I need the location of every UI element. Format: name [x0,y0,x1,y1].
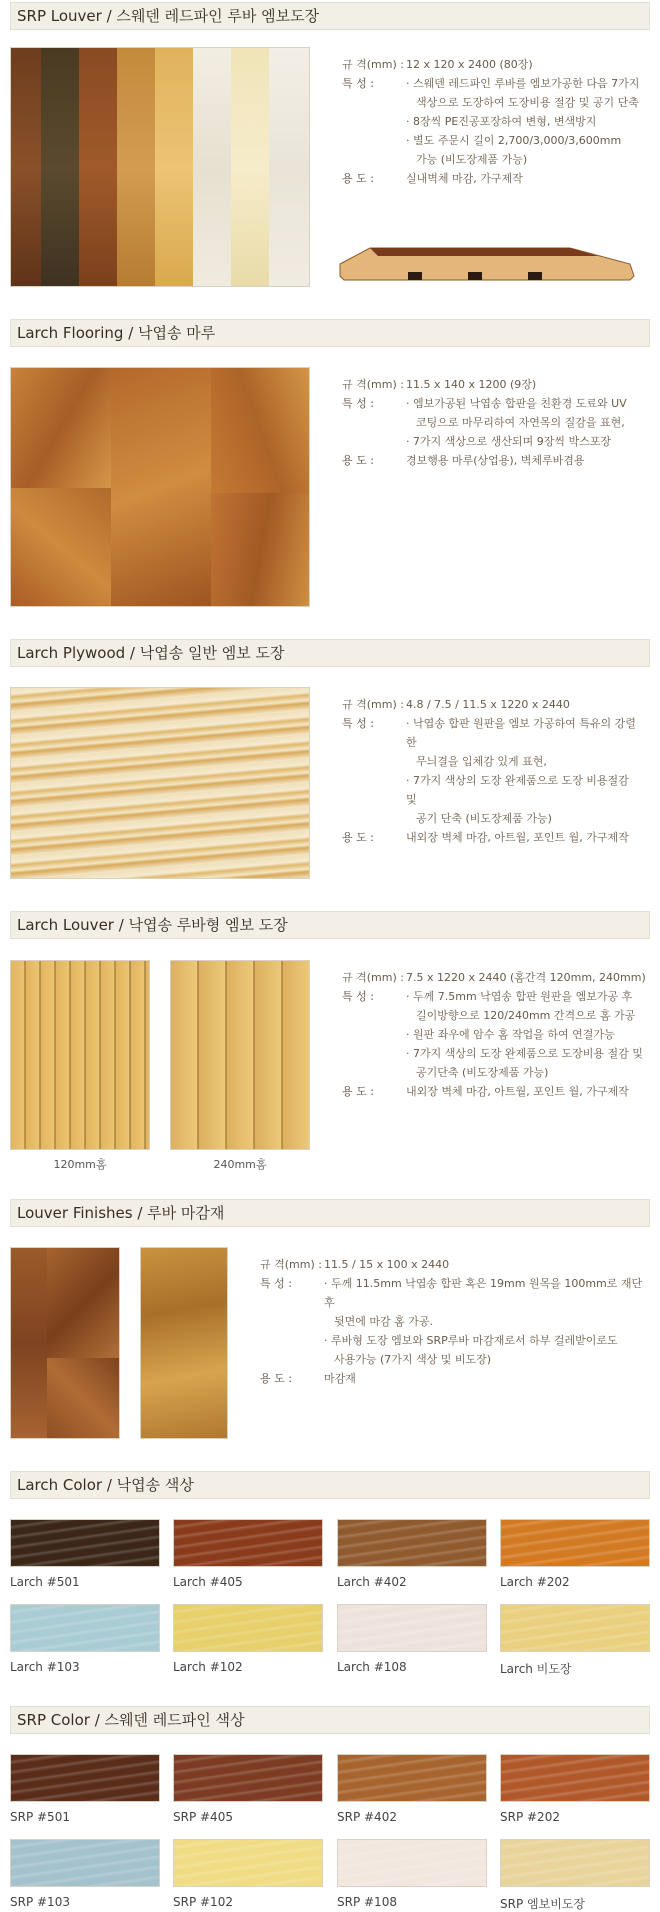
section-title-louver-finishes: Louver Finishes / 루바 마감재 [10,1199,650,1227]
use-label: 용 도 : [342,1085,374,1098]
feature-line: · 낙엽송 합판 원판을 엠보 가공하여 특유의 강렬한 [406,717,636,749]
feature-line: 공기단축 (비도장제품 가능) [416,1066,549,1079]
larch-color-swatch [337,1604,487,1652]
use-value: 마감재 [324,1372,356,1385]
louver-profile-diagram [338,228,638,284]
srp-color-swatch-label: SRP 엠보비도장 [500,1897,585,1911]
larch-flooring-photo [10,367,310,607]
srp-color-swatch-label: SRP #108 [337,1895,397,1909]
srp-color-swatch [500,1754,650,1802]
larch-color-swatch [173,1604,323,1652]
larch-color-swatch-label: Larch 비도장 [500,1662,572,1676]
section-title-srp-louver: SRP Louver / 스웨덴 레드파인 루바 엠보도장 [10,2,650,30]
feature-line: · 엠보가공된 낙엽송 합판을 친환경 도료와 UV [406,397,627,410]
feature-line: 무늬결을 입체감 있게 표현, [416,755,547,768]
feature-line: · 7가지 색상으로 생산되며 9장씩 박스포장 [406,435,611,448]
srp-louver-specs [342,55,642,188]
spec-label: 규 격(mm) : [260,1258,322,1271]
section-title-larch-flooring: Larch Flooring / 낙엽송 마루 [10,319,650,347]
larch-color-swatch-label: Larch #405 [173,1575,243,1589]
feature-line: 코팅으로 마무리하여 자연목의 질감을 표현, [416,416,625,429]
use-label: 용 도 : [260,1372,292,1385]
larch-color-swatch-label: Larch #501 [10,1575,80,1589]
srp-louver-photo [10,47,310,287]
feature-label: 특 성 : [342,397,374,410]
feature-line: 색상으로 도장하여 도장비용 절감 및 공기 단축 [416,96,639,109]
larch-plywood-specs [342,695,642,847]
srp-color-swatch-label: SRP #102 [173,1895,233,1909]
feature-line: · 별도 주문시 길이 2,700/3,000/3,600mm [406,134,622,147]
larch-color-swatch [10,1519,160,1567]
feature-label: 특 성 : [260,1277,292,1290]
srp-color-swatch [173,1754,323,1802]
spec-label: 규 격(mm) : [342,698,404,711]
larch-plywood-photo [10,687,310,879]
larch-color-swatch-label: Larch #103 [10,1660,80,1674]
section-title-larch-color: Larch Color / 낙엽송 색상 [10,1471,650,1499]
larch-color-swatch-label: Larch #202 [500,1575,570,1589]
feature-line: 사용가능 (7가지 색상 및 비도장) [334,1353,492,1366]
feature-line: 길이방향으로 120/240mm 간격으로 홈 가공 [416,1009,636,1022]
spec-label: 규 격(mm) : [342,971,404,984]
srp-color-swatch [337,1754,487,1802]
larch-color-swatch-label: Larch #402 [337,1575,407,1589]
larch-color-swatch [337,1519,487,1567]
srp-color-swatch [173,1839,323,1887]
feature-line: 가능 (비도장제품 가능) [416,153,528,166]
srp-color-swatch-label: SRP #202 [500,1810,560,1824]
feature-line: · 두께 11.5mm 낙엽송 합판 혹은 19mm 원목을 100mm로 재단 후 [324,1277,643,1309]
louver-finish-light-photo [140,1247,228,1439]
srp-color-swatch-label: SRP #103 [10,1895,70,1909]
spec-label: 규 격(mm) : [342,58,404,71]
caption-240mm: 240mm홈 [213,1158,267,1171]
larch-color-swatch-label: Larch #108 [337,1660,407,1674]
use-value: 실내벽체 마감, 가구제작 [406,172,523,185]
feature-line: · 7가지 색상의 도장 완제품으로 도장 비용절감 및 [406,774,629,806]
feature-line: · 스웨덴 레드파인 루바를 엠보가공한 다음 7가지 [406,77,640,90]
spec-value: 11.5 / 15 x 100 x 2440 [323,1258,450,1271]
spec-label: 규 격(mm) : [342,378,404,391]
louver-finishes-specs [260,1255,650,1388]
section-title-srp-color: SRP Color / 스웨덴 레드파인 색상 [10,1706,650,1734]
srp-color-swatch-label: SRP #501 [10,1810,70,1824]
use-label: 용 도 : [342,454,374,467]
larch-color-swatch [173,1519,323,1567]
larch-color-swatch-label: Larch #102 [173,1660,243,1674]
srp-color-swatch [10,1839,160,1887]
feature-line: 공기 단축 (비도장제품 가능) [416,812,552,825]
section-title-larch-plywood: Larch Plywood / 낙엽송 일반 엠보 도장 [10,639,650,667]
spec-value: 4.8 / 7.5 / 11.5 x 1220 x 2440 [405,698,570,711]
spec-value: 7.5 x 1220 x 2440 (홈간격 120mm, 240mm) [405,971,646,984]
srp-color-swatch [10,1754,160,1802]
feature-line: · 두께 7.5mm 낙엽송 합판 원판을 엠보가공 후 [406,990,633,1003]
caption-120mm: 120mm홈 [53,1158,107,1171]
spec-value: 12 x 120 x 2400 (80장) [405,58,533,71]
larch-flooring-specs [342,375,642,470]
feature-label: 특 성 : [342,77,374,90]
use-label: 용 도 : [342,172,374,185]
use-value: 내외장 벽체 마감, 아트월, 포인트 월, 가구제작 [406,831,629,844]
feature-line: 뒷면에 마감 홈 가공. [334,1315,433,1328]
larch-color-swatch [500,1604,650,1652]
spec-value: 11.5 x 140 x 1200 (9장) [405,378,537,391]
larch-louver-120-photo [10,960,150,1150]
feature-line: · 원판 좌우에 암수 홈 작업을 하여 연결가능 [406,1028,615,1041]
larch-louver-specs [342,968,652,1101]
section-title-larch-louver: Larch Louver / 낙엽송 루바형 엠보 도장 [10,911,650,939]
feature-label: 특 성 : [342,717,374,730]
louver-finish-dark-photo [10,1247,120,1439]
larch-louver-240-photo [170,960,310,1150]
use-value: 내외장 벽체 마감, 아트월, 포인트 월, 가구제작 [406,1085,629,1098]
feature-line: · 7가지 색상의 도장 완제품으로 도장비용 절감 및 [406,1047,643,1060]
srp-color-swatch [337,1839,487,1887]
srp-color-swatch-label: SRP #405 [173,1810,233,1824]
use-value: 경보행용 마루(상업용), 벽체루바겸용 [406,454,585,467]
larch-color-swatch [500,1519,650,1567]
srp-color-swatch [500,1839,650,1887]
srp-color-swatch-label: SRP #402 [337,1810,397,1824]
feature-label: 특 성 : [342,990,374,1003]
use-label: 용 도 : [342,831,374,844]
feature-line: · 루바형 도장 엠보와 SRP루바 마감재로서 하부 걸레받이로도 [324,1334,618,1347]
feature-line: · 8장씩 PE진공포장하여 변형, 변색방지 [406,115,597,128]
larch-color-swatch [10,1604,160,1652]
